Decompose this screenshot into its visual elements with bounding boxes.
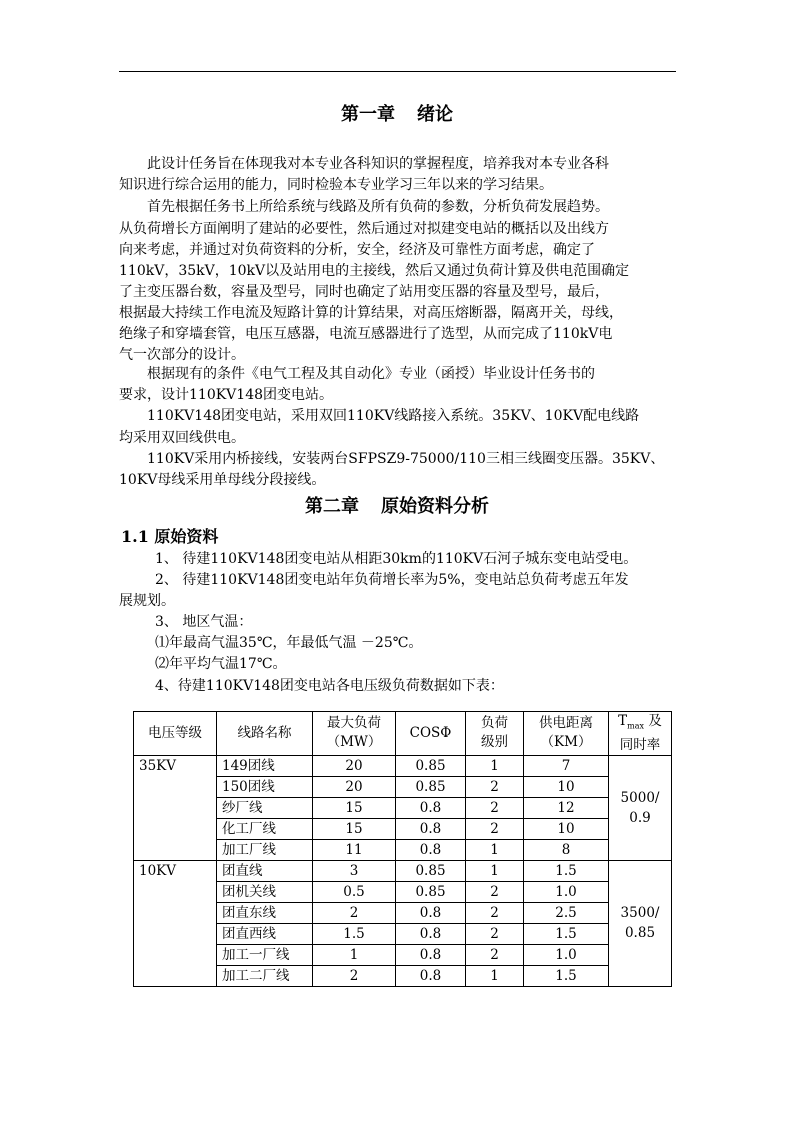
line-name-cell: 团直东线 [217,902,313,923]
chapter-1-title: 绪论 [417,104,453,125]
header-grade-label-2: 级别 [481,734,508,751]
header-max-load-label: 最大负荷 [327,715,381,732]
max-load-cell: 20 [313,755,396,776]
chapter-2-title: 原始资料分析 [381,496,489,517]
cos-cell: 0.85 [396,755,466,776]
distance-cell: 2.5 [524,902,609,923]
table-header-row [134,712,672,756]
data-line: ⑵年平均气温17℃。 [155,656,287,672]
line-name-cell: 149团线 [217,755,313,776]
voltage-cell: 35KV [134,755,217,860]
grade-cell: 2 [466,881,524,902]
max-load-cell: 1.5 [313,923,396,944]
chapter-1-number: 第一章 [341,104,395,125]
header-max-load [313,712,396,756]
data-line: 1、 待建110KV148团变电站从相距30km的110KV石河子城东变电站受电。 [155,551,638,567]
header-rule [119,71,676,72]
intro-line: 向来考虑，并通过对负荷资料的分析，安全，经济及可靠性方面考虑，确定了 [119,242,595,258]
header-tmax-subscript: max [627,721,645,731]
grade-cell: 1 [466,755,524,776]
line-name-cell: 化工厂线 [217,818,313,839]
tmax-hours: 3500/ [620,905,660,922]
cos-cell: 0.85 [396,881,466,902]
intro-line: 首先根据任务书上所给系统与线路及所有负荷的参数，分析负荷发展趋势。 [147,199,609,215]
header-tmax [609,712,672,756]
intro-line: 110KV采用内桥接线，安装两台SFPSZ9-75000/110三相三线圈变压器。35KV、 [147,451,665,467]
header-grade [466,712,524,756]
data-line: 2、 待建110KV148团变电站年负荷增长率为5%，变电站总负荷考虑五年发 [155,572,629,588]
tmax-ratio: 0.9 [629,809,651,826]
intro-line: 110kV，35kV，10kV以及站用电的主接线，然后又通过负荷计算及供电范围确定 [119,263,630,279]
intro-line: 知识进行综合运用的能力，同时检验本专业学习三年以来的学习结果。 [119,177,553,193]
tmax-cell [609,860,672,986]
cos-cell: 0.8 [396,965,466,986]
grade-cell: 1 [466,860,524,881]
distance-cell: 1.5 [524,860,609,881]
data-line: 展规划。 [119,593,175,609]
line-name-cell: 团直西线 [217,923,313,944]
max-load-cell: 2 [313,965,396,986]
grade-cell: 2 [466,944,524,965]
intro-line: 要求，设计110KV148团变电站。 [119,387,334,403]
tmax-cell [609,755,672,860]
grade-cell: 2 [466,818,524,839]
line-name-cell: 纱厂线 [217,797,313,818]
line-name-cell: 加工一厂线 [217,944,313,965]
table-row [134,755,672,776]
cos-cell: 0.85 [396,860,466,881]
cos-cell: 0.8 [396,944,466,965]
chapter-1-heading [0,100,794,126]
header-voltage: 电压等级 [134,712,217,756]
max-load-cell: 15 [313,797,396,818]
grade-cell: 1 [466,839,524,860]
distance-cell: 8 [524,839,609,860]
header-max-load-unit: （MW） [326,734,382,751]
max-load-cell: 2 [313,902,396,923]
header-distance-unit: （KM） [540,734,592,751]
tmax-ratio: 0.85 [624,925,656,942]
distance-cell: 12 [524,797,609,818]
intro-line: 根据现有的条件《电气工程及其自动化》专业（函授）毕业设计任务书的 [147,366,595,382]
distance-cell: 7 [524,755,609,776]
intro-line: 根据最大持续工作电流及短路计算的计算结果，对高压熔断器，隔离开关，母线， [119,305,623,321]
table-row [134,860,672,881]
header-tmax-suffix: 及 [644,713,662,729]
intro-line: 10KV母线采用单母线分段接线。 [119,472,326,488]
intro-line: 从负荷增长方面阐明了建站的必要性，然后通过对拟建变电站的概括以及出线方 [119,221,609,237]
cos-cell: 0.8 [396,902,466,923]
grade-cell: 2 [466,776,524,797]
distance-cell: 1.5 [524,923,609,944]
intro-line: 此设计任务旨在体现我对本专业各科知识的掌握程度，培养我对本专业各科 [147,156,609,172]
cos-cell: 0.8 [396,923,466,944]
header-distance [524,712,609,756]
tmax-hours: 5000/ [620,789,660,806]
line-name-cell: 团直线 [217,860,313,881]
header-grade-label-1: 负荷 [481,715,508,732]
intro-line: 了主变压器台数，容量及型号，同时也确定了站用变压器的容量及型号，最后， [119,284,609,300]
header-simultaneity: 同时率 [619,736,661,753]
distance-cell: 1.5 [524,965,609,986]
cos-cell: 0.85 [396,776,466,797]
cos-cell: 0.8 [396,797,466,818]
intro-line: 110KV148团变电站，采用双回110KV线路接入系统。35KV、10KV配电线路 [147,408,640,424]
chapter-2-heading [0,492,794,518]
load-data-table [133,711,672,987]
grade-cell: 2 [466,797,524,818]
voltage-cell: 10KV [134,860,217,986]
line-name-cell: 150团线 [217,776,313,797]
max-load-cell: 0.5 [313,881,396,902]
data-line: ⑴年最高气温35℃，年最低气温 －25℃。 [155,635,423,651]
max-load-cell: 15 [313,818,396,839]
intro-line: 气一次部分的设计。 [119,347,245,363]
section-heading: 1.1 原始资料 [121,527,219,546]
cos-cell: 0.8 [396,839,466,860]
grade-cell: 1 [466,965,524,986]
grade-cell: 2 [466,923,524,944]
max-load-cell: 1 [313,944,396,965]
chapter-2-number: 第二章 [305,496,359,517]
cos-cell: 0.8 [396,818,466,839]
data-line: 3、 地区气温： [155,614,253,630]
max-load-cell: 20 [313,776,396,797]
grade-cell: 2 [466,902,524,923]
header-line-name: 线路名称 [217,712,313,756]
max-load-cell: 3 [313,860,396,881]
header-tmax-symbol: T [618,713,628,729]
header-cos: COSΦ [396,712,466,756]
header-distance-label: 供电距离 [539,715,593,732]
distance-cell: 1.0 [524,881,609,902]
line-name-cell: 加工厂线 [217,839,313,860]
line-name-cell: 团机关线 [217,881,313,902]
distance-cell: 10 [524,818,609,839]
data-line: 4、待建110KV148团变电站各电压级负荷数据如下表： [155,678,504,694]
distance-cell: 10 [524,776,609,797]
line-name-cell: 加工二厂线 [217,965,313,986]
max-load-cell: 11 [313,839,396,860]
intro-line: 均采用双回线供电。 [119,430,245,446]
intro-line: 绝缘子和穿墙套管，电压互感器，电流互感器进行了选型，从而完成了110kV电 [119,326,613,342]
distance-cell: 1.0 [524,944,609,965]
